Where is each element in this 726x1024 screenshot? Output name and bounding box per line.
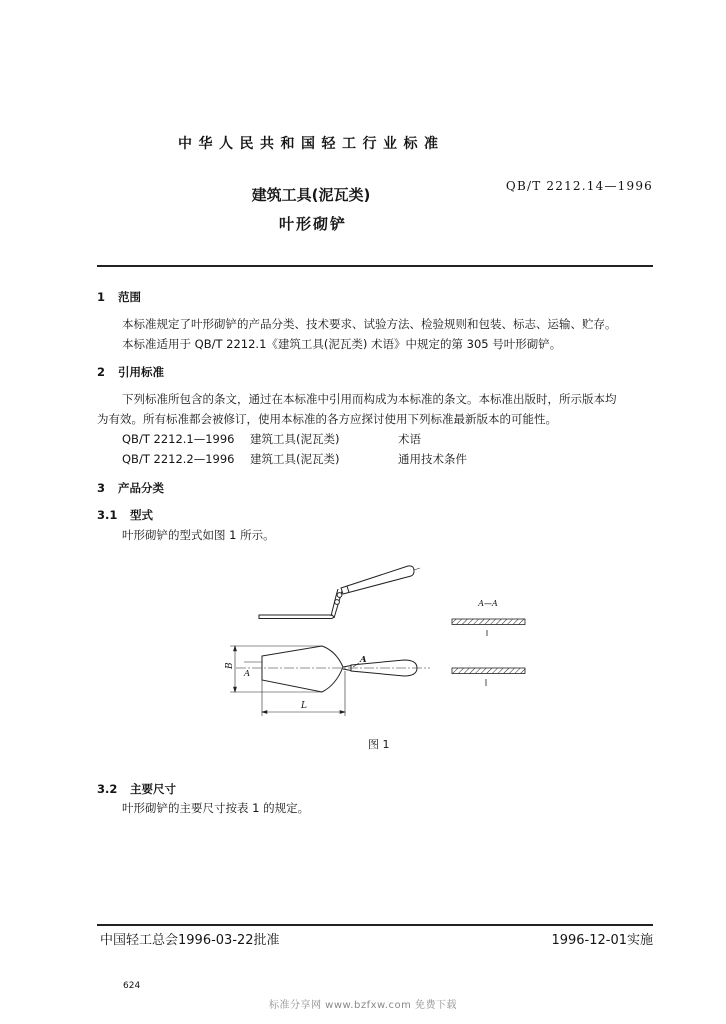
site-watermark: 标准分享网 www.bzfxw.com 免费下载 (269, 1000, 457, 1011)
section-3-1-text: 叶形砌铲的型式如图 1 所示。 (122, 528, 275, 542)
section-2-heading (97, 365, 164, 379)
side-view (259, 566, 420, 619)
section-title: 型式 (130, 508, 153, 522)
section-3-2-heading (97, 782, 176, 796)
section-number: 3.1 (97, 508, 118, 522)
reference-subtitle: 术语 (398, 432, 421, 446)
approval-date: 中国轻工总会1996-03-22批准 (100, 933, 280, 948)
section-number: 3.2 (97, 782, 118, 796)
section-2-line-2: 为有效。所有标准都会被修订，使用本标准的各方应探讨使用下列标准最新版本的可能性。 (97, 412, 557, 426)
section-3-1-heading (97, 508, 153, 522)
top-view (236, 646, 430, 692)
section-1-paragraph-1: 本标准规定了叶形砌铲的产品分类、技术要求、试验方法、检验规则和包装、标志、运输、贮存。 (122, 317, 617, 331)
section-cut-label: A (360, 655, 367, 665)
section-title: 引用标准 (118, 365, 164, 379)
dimension-a-left-label: A (244, 669, 251, 679)
dimension-b-label: B (225, 662, 235, 669)
side-view-blade (259, 615, 334, 619)
section-3-heading (97, 481, 164, 495)
figure-1-drawing (220, 555, 540, 723)
reference-item (122, 452, 467, 466)
section-2-line-1: 下列标准所包含的条文，通过在本标准中引用而构成为本标准的条文。本标准出版时，所示版本均 (122, 392, 617, 406)
reference-code: QB/T 2212.1—1996 (122, 432, 235, 446)
dimension-l-arrow-left (262, 711, 267, 714)
section-view-lower (452, 668, 525, 674)
side-view-rivet (335, 600, 340, 605)
dimension-b-arrow-top (234, 646, 237, 651)
dimension-l-label: L (301, 701, 307, 711)
side-view-handle (341, 566, 414, 594)
page-number: 624 (123, 981, 141, 991)
reference-title: 建筑工具(泥瓦类) (250, 452, 340, 466)
reference-item (122, 432, 421, 446)
top-view-blade (262, 646, 343, 692)
reference-code: QB/T 2212.2—1996 (122, 452, 235, 466)
dimension-l-arrow-right (340, 711, 345, 714)
effective-date: 1996-12-01实施 (551, 933, 653, 948)
side-view-axis-line (414, 568, 420, 570)
side-view-rivet (337, 593, 342, 598)
section-number: 3 (97, 481, 106, 495)
section-1-heading (97, 290, 141, 304)
issuer-heading: 中华人民共和国轻工行业标准 (178, 136, 445, 152)
reference-subtitle: 通用技术条件 (398, 452, 467, 466)
section-view-title: A—A (478, 599, 498, 608)
section-title: 产品分类 (118, 481, 164, 495)
document-subtitle: 叶形砌铲 (278, 215, 347, 233)
standard-code: QB/T 2212.14—1996 (505, 179, 653, 193)
footer-divider (97, 924, 653, 926)
dimension-b-arrow-bottom (234, 687, 237, 692)
section-3-2-text: 叶形砌铲的主要尺寸按表 1 的规定。 (122, 801, 310, 815)
section-view-upper (452, 619, 525, 625)
figure-caption: 图 1 (368, 738, 390, 751)
section-title: 范围 (118, 290, 141, 304)
section-number: 1 (97, 290, 106, 304)
section-1-paragraph-2: 本标准适用于 QB/T 2212.1《建筑工具(泥瓦类) 术语》中规定的第 305 号叶形砌铲。 (122, 337, 562, 351)
section-title: 主要尺寸 (130, 782, 176, 796)
header-divider (97, 265, 653, 267)
section-number: 2 (97, 365, 106, 379)
reference-title: 建筑工具(泥瓦类) (250, 432, 340, 446)
document-title: 建筑工具(泥瓦类) (251, 186, 371, 204)
